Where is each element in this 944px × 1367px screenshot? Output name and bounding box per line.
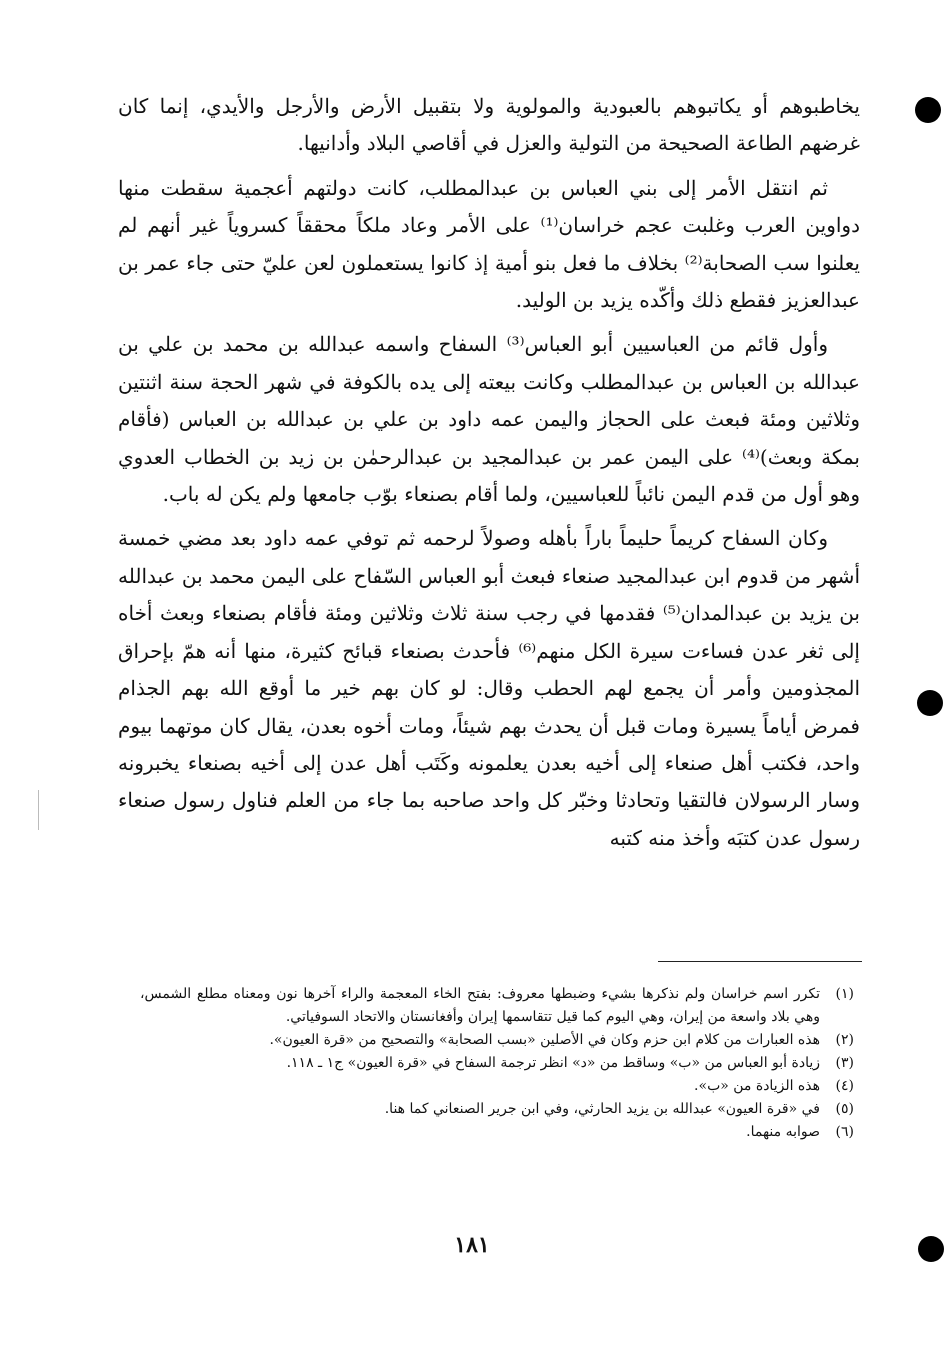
- footnote-number: (٤): [835, 1078, 854, 1094]
- footnote-number: (١): [835, 986, 854, 1002]
- page-number: ١٨١: [454, 1232, 490, 1258]
- footnote-text: تكرر اسم خراسان ولم نذكرها بشيء وضبطها معروف: بفتح الخاء المعجمة والراء آخرها نون ومعناه مطلع الشمس، وهي بلاد واسعة من إيران، وهي اليوم كما قيل تتقاسمها إيران وأفغانستان والاتحاد السوفياتي.: [140, 986, 820, 1025]
- footnote-text: زيادة أبو العباس من «ب» وساقط من «د» انظر ترجمة السفاح في «قرة العيون» ج١ ـ ١١٨.: [286, 1055, 820, 1071]
- footnote: [140, 1029, 854, 1052]
- footnotes: [140, 983, 854, 1144]
- punch-hole-dot: [918, 1236, 944, 1262]
- paragraph: وأول قائم من العباسيين أبو العباس⁽³⁾ السفاح واسمه عبدالله بن محمد بن علي بن عبدالله بن العباس بن عبدالمطلب وكانت بيعته إلى يده بالكوفة في شهر الحجة سنة اثنتين وثلاثين ومئة فبعث على الحجاز واليمن عمه داود بن علي بن عبدالله بن العباس (فأقام بمكة وبعث)⁽⁴⁾ على اليمن عمر بن عبدالمجيد بن عبدالرحمٰن بن زيد بن الخطاب العدوي وهو أول من قدم اليمن نائباً للعباسيين، ولما أقام بصنعاء بوّب جامعها ولم يكن له باب.: [118, 332, 860, 507]
- footnote: [140, 1052, 854, 1075]
- footnote-separator: [658, 961, 862, 962]
- paragraph: وكان السفاح كريماً حليماً باراً بأهله وصولاً لرحمه ثم توفي عمه داود بعد مضي خمسة أشهر من قدوم ابن عبدالمجيد صنعاء فبعث أبو العباس السّفاح على اليمن محمد بن عبدالله بن يزيد بن عبدالمدان⁽⁵⁾ فقدمها في رجب سنة ثلاث وثلاثين ومئة فأقام بصنعاء وبعث أخاه إلى ثغر عدن فساءت سيرة الكل منهم⁽⁶⁾ فأحدث بصنعاء قبائح كثيرة، منها أنه همّ بإحراق المجذومين وأمر أن يجمع لهم الحطب وقال: لو كان بهم خير ما أوقع الله بهم الجذام فمرض أياماً يسيرة ومات قبل أن يحدث بهم شيئاً، ومات أخوه بعدن، يقال كان موتهما بيوم واحد، فكتب أهل صنعاء إلى أخيه بعدن يعلمونه وكَتَب أهل عدن إلى أخيه بصنعاء يخبرونه وسار الرسولان فالتقيا وتحادثا وخبّر كل واحد صاحبه بما جاء من العلم فناول رسول صنعاء رسول عدن كتبَه وأخذ منه كتبه: [118, 526, 860, 850]
- footnote-number: (٦): [835, 1124, 854, 1140]
- punch-hole-dot: [917, 690, 943, 716]
- margin-mark: [38, 790, 39, 830]
- footnote: [140, 983, 854, 1029]
- footnote-text: هذه العبارات من كلام ابن حزم وكان في الأصلين «بسب الصحابة» والتصحيح من «قرة العيون».: [269, 1032, 820, 1048]
- footnote-number: (٢): [835, 1032, 854, 1048]
- footnote: [140, 1098, 854, 1121]
- footnote: [140, 1075, 854, 1098]
- paragraph: ثم انتقل الأمر إلى بني العباس بن عبدالمطلب، كانت دولتهم أعجمية سقطت منها دواوين العرب وغلبت عجم خراسان⁽¹⁾ على الأمر وعاد ملكاً محققاً كسروياً غير أنهم لم يعلنوا سب الصحابة⁽²⁾ بخلاف ما فعل بنو أمية إذ كانوا يستعملون لعن عليّ حتى جاء عمر بن عبدالعزيز فقطع ذلك وأكّده يزيد بن الوليد.: [118, 175, 861, 313]
- footnote-text: صوابه منهما.: [746, 1124, 820, 1140]
- footnote: [140, 1121, 854, 1144]
- footnote-text: في «قرة العيون» عبدالله بن يزيد الحارثي، وفي ابن جرير الصنعاني كما هنا.: [384, 1101, 820, 1117]
- paragraph: يخاطبوهم أو يكاتبوهم بالعبودية والمولوية ولا بتقبيل الأرض والأرجل والأيدي، إنما كان غرضهم الطاعة الصحيحة من التولية والعزل في أقاصي البلاد وأدانيها.: [118, 94, 860, 156]
- footnote-number: (٥): [835, 1101, 854, 1117]
- punch-hole-dot: [915, 97, 941, 123]
- footnote-number: (٣): [835, 1055, 854, 1071]
- main-text: [118, 88, 860, 857]
- footnote-text: هذه الزيادة من «ب».: [694, 1078, 820, 1094]
